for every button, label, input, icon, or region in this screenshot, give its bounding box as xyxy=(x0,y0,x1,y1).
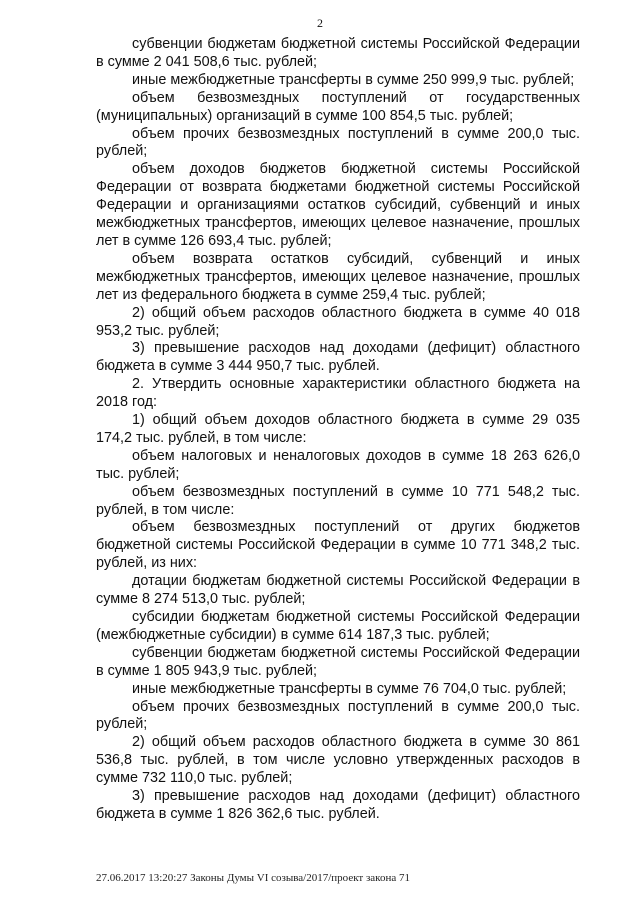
paragraph: 2) общий объем расходов областного бюджета в сумме 40 018 953,2 тыс. рублей; xyxy=(96,304,580,339)
paragraph: объем безвозмездных поступлений от других бюджетов бюджетной системы Российской Федерации в сумме 10 771 348,2 тыс. рублей, из них: xyxy=(96,519,580,572)
paragraph: иные межбюджетные трансферты в сумме 250 999,9 тыс. рублей; xyxy=(132,71,575,88)
paragraph: объем налоговых и неналоговых доходов в сумме 18 263 626,0 тыс. рублей; xyxy=(96,447,580,482)
page-number: 2 xyxy=(317,16,323,30)
paragraph: объем прочих безвозмездных поступлений в сумме 200,0 тыс. рублей; xyxy=(96,698,580,733)
paragraph: дотации бюджетам бюджетной системы Российской Федерации в сумме 8 274 513,0 тыс. рублей; xyxy=(96,573,580,608)
paragraph: субвенции бюджетам бюджетной системы Российской Федерации в сумме 2 041 508,6 тыс. рублей; xyxy=(96,36,580,70)
paragraph: 1) общий объем доходов областного бюджета в сумме 29 035 174,2 тыс. рублей, в том числе: xyxy=(96,412,580,446)
document-body xyxy=(96,36,580,824)
paragraph: объем прочих безвозмездных поступлений в сумме 200,0 тыс. рублей; xyxy=(96,125,580,160)
paragraph: 2) общий объем расходов областного бюджета в сумме 30 861 536,8 тыс. рублей, в том числе условно утвержденных расходов в сумме 732 110,0 тыс. рублей; xyxy=(96,734,580,787)
paragraph: иные межбюджетные трансферты в сумме 76 704,0 тыс. рублей; xyxy=(132,680,567,697)
paragraph: объем возврата остатков субсидий, субвенций и иных межбюджетных трансфертов, имеющих целевое назначение, прошлых лет из федерального бюджета в сумме 259,4 тыс. рублей; xyxy=(96,250,580,303)
paragraph: субсидии бюджетам бюджетной системы Российской Федерации (межбюджетные субсидии) в сумме 614 187,3 тыс. рублей; xyxy=(96,609,580,643)
footer-path: 27.06.2017 13:20:27 Законы Думы VI созыва/2017/проект закона 71 xyxy=(96,872,410,884)
paragraph: 3) превышение расходов над доходами (дефицит) областного бюджета в сумме 1 826 362,6 тыс. рублей. xyxy=(96,788,580,822)
paragraph: 2. Утвердить основные характеристики областного бюджета на 2018 год: xyxy=(96,376,580,411)
paragraph: 3) превышение расходов над доходами (дефицит) областного бюджета в сумме 3 444 950,7 тыс. рублей. xyxy=(96,340,580,375)
paragraph: объем безвозмездных поступлений в сумме 10 771 548,2 тыс. рублей, в том числе: xyxy=(96,483,580,518)
paragraph: объем безвозмездных поступлений от государственных (муниципальных) организаций в сумме 100 854,5 тыс. рублей; xyxy=(96,89,580,124)
paragraph: объем доходов бюджетов бюджетной системы Российской Федерации от возврата бюджетами бюджетной системы Российской Федерации и организациями остатков субсидий, субвенций и иных межбюджетных трансфертов, имеющих целевое назначение, прошлых лет в сумме 126 693,4 тыс. рублей; xyxy=(96,161,580,249)
paragraph: субвенции бюджетам бюджетной системы Российской Федерации в сумме 1 805 943,9 тыс. рублей; xyxy=(96,644,580,679)
